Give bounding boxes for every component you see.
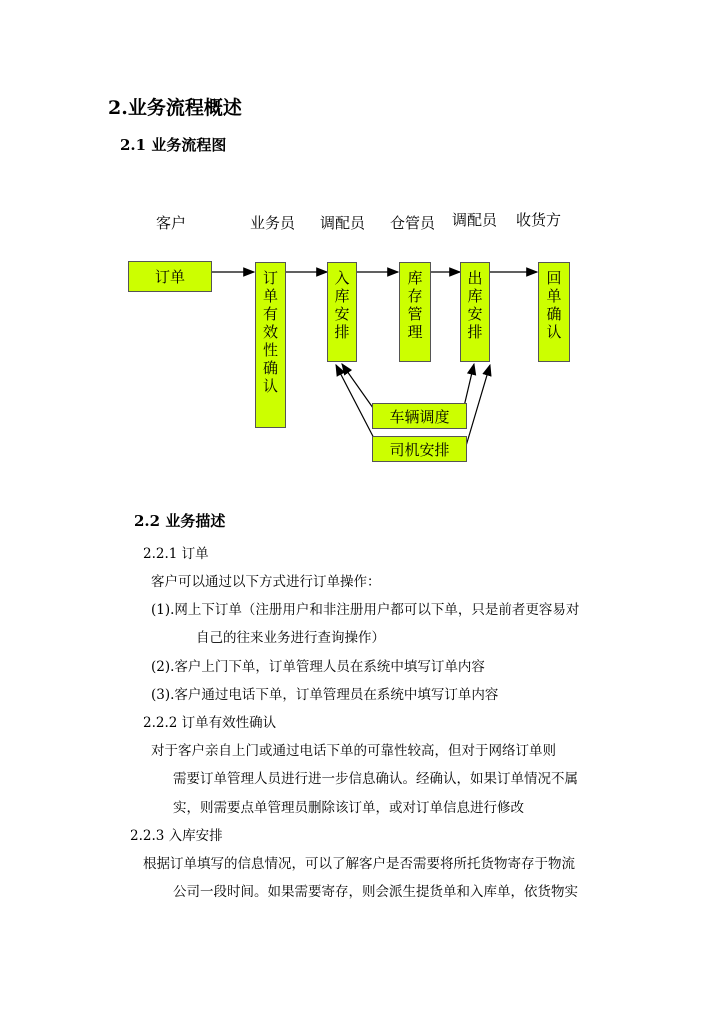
paragraph-line: (3).客户通过电话下单，订单管理员在系统中填写订单内容 [151,687,499,703]
section-heading: 2.业务流程概述 [108,97,242,119]
role-customer: 客户 [156,214,187,232]
role-receiver: 收货方 [516,211,562,229]
paragraph-line: 实，则需要点单管理员删除该订单，或对订单信息进行修改 [173,800,524,816]
paragraph-line: 客户可以通过以下方式进行订单操作： [151,574,381,590]
box-inventory-management: 库 存 管 理 [399,262,431,362]
subsection-title-flowchart: 2.1 业务流程图 [120,136,227,154]
paragraph-line: (1).网上下订单（注册用户和非注册用户都可以下单，只是前者更容易对 [151,602,580,618]
paragraph-line: 公司一段时间。如果需要寄存，则会派生提货单和入库单，依货物实 [173,884,578,900]
arrow-driver-to-outbound [466,365,490,446]
paragraph-line: 对于客户亲自上门或通过电话下单的可靠性较高，但对于网络订单则 [151,743,556,759]
box-vehicle-dispatch: 车辆调度 [372,403,467,429]
role-dispatcher-2: 调配员 [452,211,498,229]
box-order: 订单 [128,261,212,292]
paragraph-line: 需要订单管理人员进行进一步信息确认。经确认，如果订单情况不属 [173,771,578,787]
role-dispatcher-1: 调配员 [320,214,366,232]
box-inbound-arrangement: 入 库 安 排 [327,262,357,362]
paragraph-line: (2).客户上门下单，订单管理人员在系统中填写订单内容 [151,659,485,675]
role-salesperson: 业务员 [250,214,296,232]
box-outbound-arrangement: 出 库 安 排 [460,262,490,362]
box-receipt-confirmation: 回 单 确 认 [538,262,570,362]
heading-2-2-3: 2.2.3 入库安排 [130,828,223,844]
subsection-title-description: 2.2 业务描述 [134,512,226,530]
box-order-validity: 订 单 有 效 性 确 认 [255,262,286,428]
role-warehouse-keeper: 仓管员 [390,214,436,232]
paragraph-line: 自己的往来业务进行查询操作） [196,630,385,646]
paragraph-line: 根据订单填写的信息情况，可以了解客户是否需要将所托货物寄存于物流 [143,856,575,872]
heading-2-2-2: 2.2.2 订单有效性确认 [143,715,277,731]
heading-2-2-1: 2.2.1 订单 [143,546,209,562]
box-driver-arrangement: 司机安排 [372,436,467,462]
